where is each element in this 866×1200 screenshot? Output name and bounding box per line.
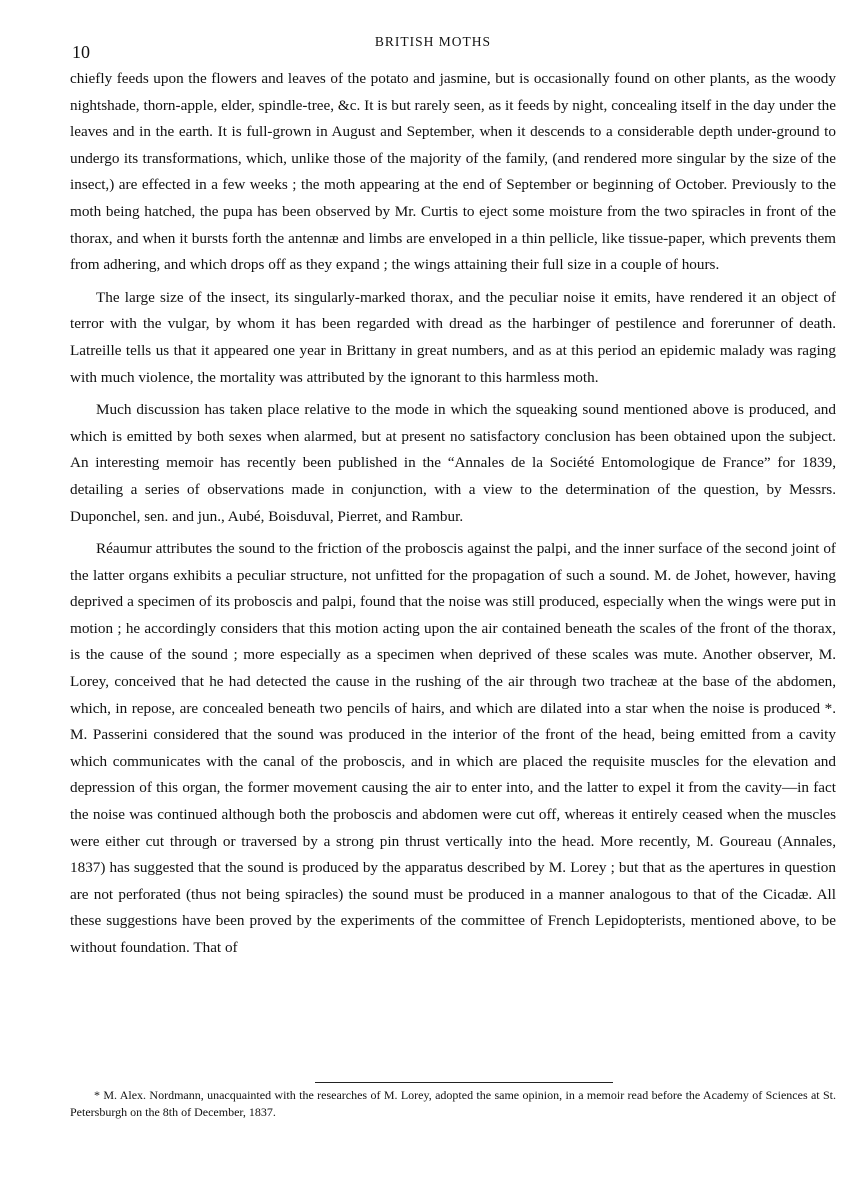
- paragraph-3: Much discussion has taken place relative to the mode in which the squeaking sound mentioned above is produced, and which is emitted by both sexes when alarmed, but at present no satisfactory conclusion has been obtained upon the subject. An interesting memoir has recently been published in the “Annales de la Société Entomologique de France” for 1839, detailing a series of observations made in conjunction, with a view to the determination of the question, by Messrs. Duponchel, sen. and jun., Aubé, Boisduval, Pierret, and Rambur.: [70, 401, 836, 525]
- paragraph-1: chiefly feeds upon the flowers and leaves of the potato and jasmine, but is occasionally found on other plants, as the woody nightshade, thorn-apple, elder, spindle-tree, &c. It is but rarely seen, as it feeds by night, concealing itself in the day under the leaves and in the earth. It is full-grown in August and September, when it descends to a considerable depth under-ground to undergo its transformations, which, unlike those of the majority of the family, (and rendered more singular by the size of the insect,) are effected in a few weeks ; the moth appearing at the end of September or beginning of October. Previously to the moth being hatched, the pupa has been observed by Mr. Curtis to eject some moisture from the two spiracles in front of the thorax, and when it bursts forth the antennæ and limbs are enveloped in a thin pellicle, like tissue-paper, which prevents them from adhering, and which drops off as they expand ; the wings attaining their full size in a couple of hours.: [70, 70, 836, 274]
- page-number: 10: [72, 42, 90, 62]
- paragraph-4: Réaumur attributes the sound to the friction of the proboscis against the palpi, and the inner surface of the second joint of the latter organs exhibits a peculiar structure, not unfitted for the propagation of such a sound. M. de Johet, however, having deprived a specimen of its proboscis and palpi, found that the noise was still produced, especially when the wings were put in motion ; he accordingly considers that this motion acting upon the air contained beneath the scales of the front of the thorax, is the cause of the sound ; more especially as a specimen when deprived of these scales was mute. Another observer, M. Lorey, conceived that he had detected the cause in the rushing of the air through two tracheæ at the base of the abdomen, which, in repose, are concealed beneath two pencils of hairs, and which are dilated into a star when the noise is produced *. M. Passerini considered that the sound was produced in the interior of the front of the head, being emitted from a cavity which communicates with the canal of the proboscis, and in which are placed the requisite muscles for the elevation and depression of this organ, the former movement causing the air to enter into, and the latter to expel it from the cavity—in fact the noise was continued although both the proboscis and abdomen were cut off, whereas it entirely ceased when the muscles were either cut through or traversed by a strong pin thrust vertically into the head. More recently, M. Goureau (Annales, 1837) has suggested that the sound is produced by the apparatus described by M. Lorey ; but that as the apertures in question are not perforated (thus not being spiracles) the sound must be produced in a manner analogous to that of the Cicadæ. All these suggestions have been proved by the experiments of the committee of French Lepidopterists, mentioned above, to be without foundation. That of: [70, 540, 836, 956]
- footnote: * M. Alex. Nordmann, unacquainted with the researches of M. Lorey, adopted the same opinion, in a memoir read before the Academy of Sciences at St. Petersburgh on the 8th of December, 1837.: [70, 1088, 836, 1119]
- paragraph-2: The large size of the insect, its singularly-marked thorax, and the peculiar noise it emits, have rendered it an object of terror with the vulgar, by whom it has been regarded with dread as the harbinger of pestilence and forerunner of death. Latreille tells us that it appeared one year in Brittany in great numbers, and as at this period an epidemic malady was raging with much violence, the mortality was attributed by the ignorant to this harmless moth.: [70, 288, 836, 386]
- running-title: BRITISH MOTHS: [374, 34, 492, 49]
- footnote-rule: [315, 1082, 613, 1083]
- body-text: [70, 66, 836, 962]
